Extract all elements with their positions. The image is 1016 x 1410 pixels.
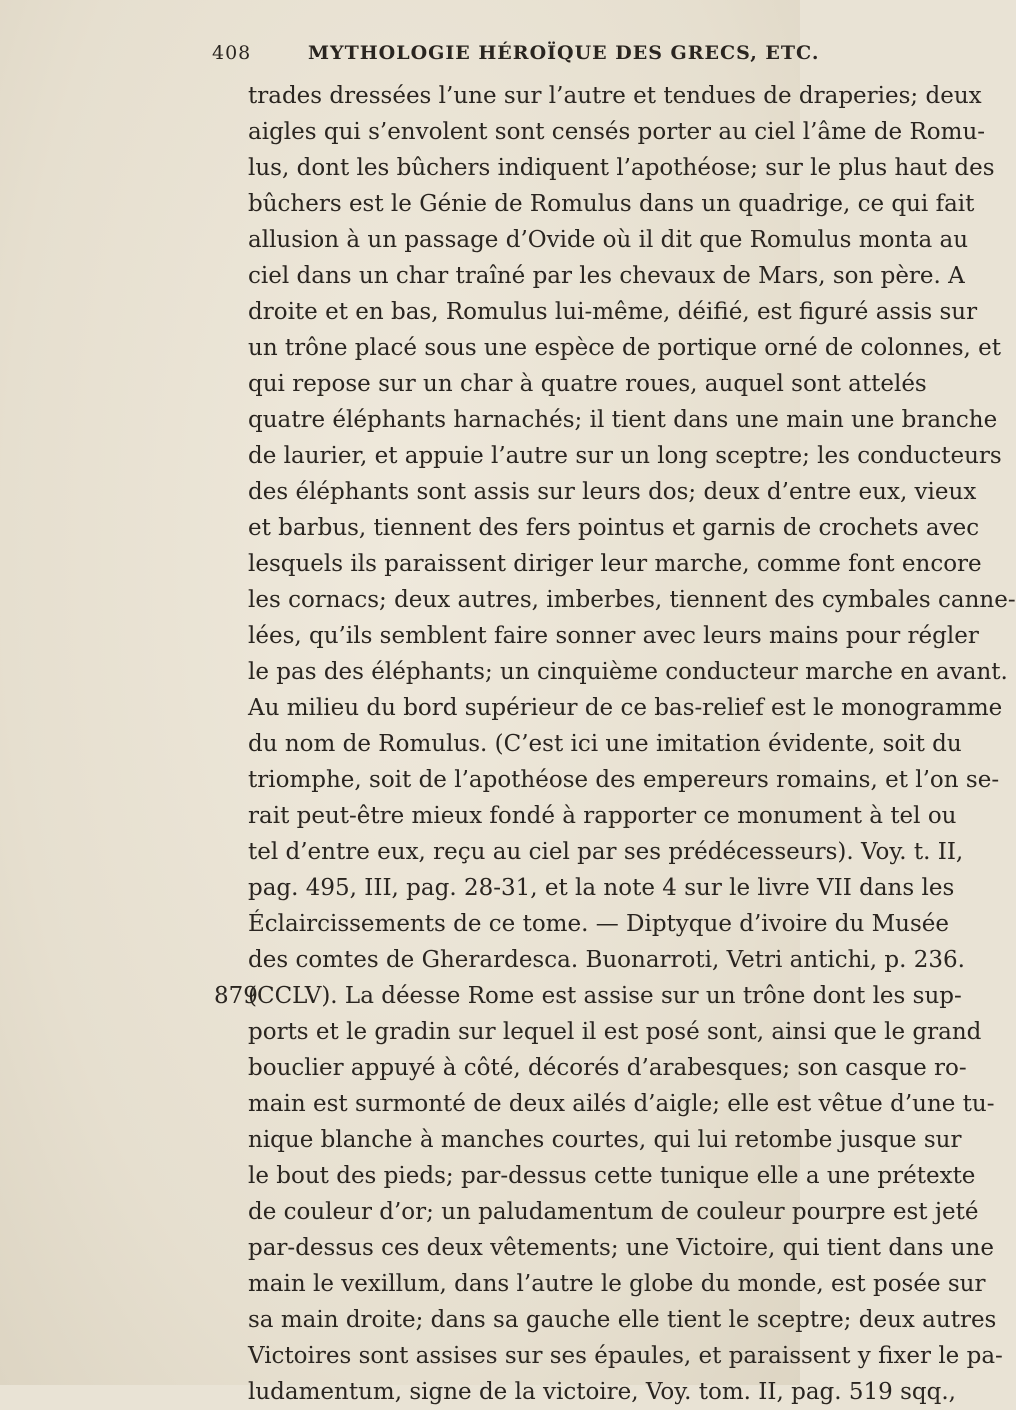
text-line: pag. 495, III, pag. 28-31, et la note 4 sur le livre VII dans les — [248, 875, 955, 901]
text-line: de laurier, et appuie l’autre sur un long sceptre; les conducteurs — [248, 443, 1002, 469]
text-line: les cornacs; deux autres, imberbes, tiennent des cymbales canne- — [248, 587, 1016, 613]
text-line: droite et en bas, Romulus lui-même, déifié, est figuré assis sur — [248, 299, 978, 325]
text-line: ports et le gradin sur lequel il est posé sont, ainsi que le grand — [248, 1019, 982, 1045]
text-line: lus, dont les bûchers indiquent l’apothéose; sur le plus haut des — [248, 155, 995, 181]
text-line: lesquels ils paraissent diriger leur marche, comme font encore — [248, 551, 982, 577]
text-line: ludamentum, signe de la victoire, Voy. tom. II, pag. 519 sqq., — [248, 1379, 956, 1405]
text-line: rait peut-être mieux fondé à rapporter ce monument à tel ou — [248, 803, 957, 829]
text-line: main le vexillum, dans l’autre le globe du monde, est posée sur — [248, 1271, 986, 1297]
text-line: du nom de Romulus. (C’est ici une imitation évidente, soit du — [248, 731, 962, 757]
text-line: nique blanche à manches courtes, qui lui retombe jusque sur — [248, 1127, 962, 1153]
running-head — [212, 42, 820, 70]
text-line: main est surmonté de deux ailés d’aigle; elle est vêtue d’une tu- — [248, 1091, 995, 1117]
text-line: et barbus, tiennent des fers pointus et garnis de crochets avec — [248, 515, 980, 541]
text-line: trades dressées l’une sur l’autre et tendues de draperies; deux — [248, 83, 982, 109]
text-line: le bout des pieds; par-dessus cette tunique elle a une prétexte — [248, 1163, 976, 1189]
text-line: un trône placé sous une espèce de portique orné de colonnes, et — [248, 335, 1001, 361]
text-line: des comtes de Gherardesca. Buonarroti, Vetri antichi, p. 236. — [248, 947, 965, 973]
text-line: des éléphants sont assis sur leurs dos; deux d’entre eux, vieux — [248, 479, 977, 505]
text-line: tel d’entre eux, reçu au ciel par ses prédécesseurs). Voy. t. II, — [248, 839, 964, 865]
text-line: Victoires sont assises sur ses épaules, et paraissent y fixer le pa- — [248, 1343, 1003, 1369]
text-line: Éclaircissements de ce tome. — Diptyque d’ivoire du Musée — [248, 911, 949, 937]
text-line: le pas des éléphants; un cinquième conducteur marche en avant. — [248, 659, 1008, 685]
text-line: triomphe, soit de l’apothéose des empereurs romains, et l’on se- — [248, 767, 1000, 793]
text-line: bouclier appuyé à côté, décorés d’arabesques; son casque ro- — [248, 1055, 967, 1081]
text-line: allusion à un passage d’Ovide où il dit que Romulus monta au — [248, 227, 969, 253]
running-title: MYTHOLOGIE HÉROÏQUE DES GRECS, ETC. — [308, 42, 820, 64]
text-line: bûchers est le Génie de Romulus dans un quadrige, ce qui fait — [248, 191, 975, 217]
text-line: Au milieu du bord supérieur de ce bas-relief est le monogramme — [248, 695, 1003, 721]
page-number: 408 — [212, 42, 252, 64]
text-line: aigles qui s’envolent sont censés porter au ciel l’âme de Romu- — [248, 119, 986, 145]
margin-section-number: 879 — [214, 983, 258, 1009]
text-line: ciel dans un char traîné par les chevaux de Mars, son père. A — [248, 263, 965, 289]
text-line: de couleur d’or; un paludamentum de couleur pourpre est jeté — [248, 1199, 979, 1225]
text-line: lées, qu’ils semblent faire sonner avec leurs mains pour régler — [248, 623, 979, 649]
text-line: (CCLV). La déesse Rome est assise sur un trône dont les sup- — [248, 983, 962, 1009]
text-line: quatre éléphants harnachés; il tient dans une main une branche — [248, 407, 998, 433]
text-line: par-dessus ces deux vêtements; une Victoire, qui tient dans une — [248, 1235, 994, 1261]
text-line: qui repose sur un char à quatre roues, auquel sont attelés — [248, 371, 927, 397]
text-line: sa main droite; dans sa gauche elle tient le sceptre; deux autres — [248, 1307, 997, 1333]
